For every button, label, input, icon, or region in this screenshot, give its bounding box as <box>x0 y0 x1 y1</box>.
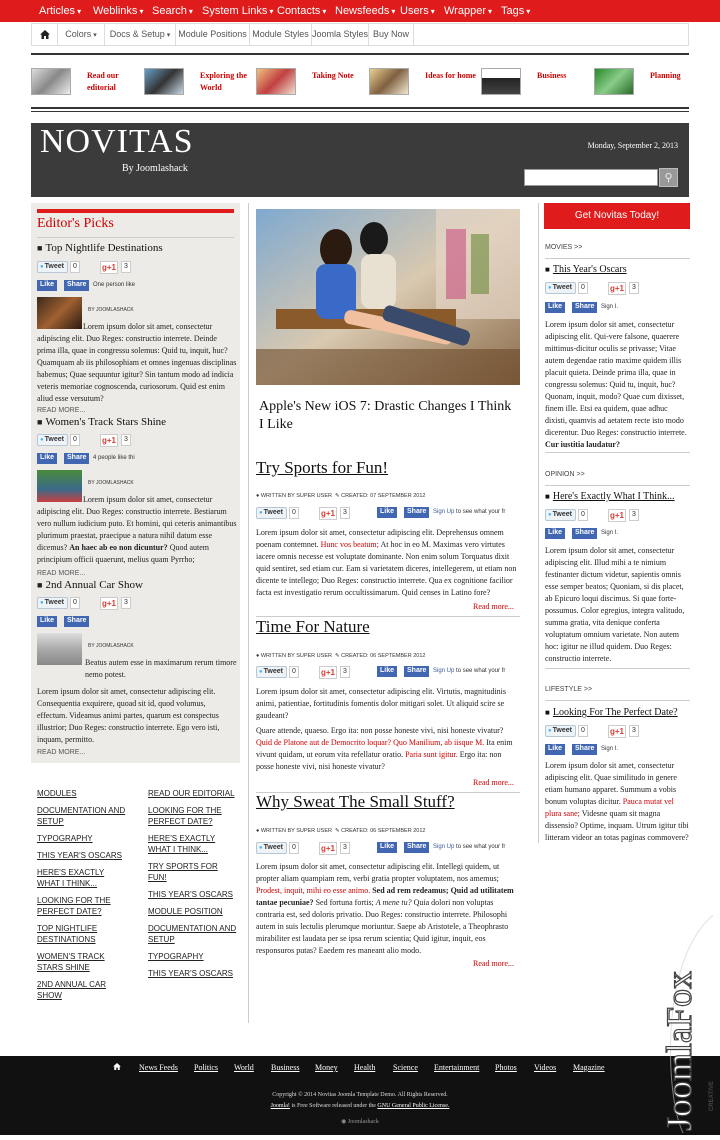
gplus-button[interactable]: g+1 <box>609 727 624 736</box>
category-label[interactable]: Planning <box>650 71 681 80</box>
secondary-navigation <box>31 23 689 46</box>
gplus-button[interactable]: g+1 <box>320 844 335 853</box>
social-buttons <box>37 261 237 273</box>
divider <box>545 668 690 669</box>
right-article-title[interactable]: ■ Looking For The Perfect Date? <box>545 707 678 718</box>
subnav-joomla-styles[interactable]: Joomla Styles <box>312 24 369 45</box>
article-text: Ita enim vivunt quidam, ut eorum vita refellatur oratio. <box>256 738 513 759</box>
article-text: Quare attende, quaeso. Ergo ita: non posse honeste vivi, nisi honeste vivatur? <box>256 726 504 735</box>
gplus-count: 3 <box>629 725 639 737</box>
footer-link[interactable]: THIS YEAR'S OSCARS <box>37 851 122 860</box>
social-buttons <box>256 507 516 519</box>
tweet-count: 0 <box>289 666 299 678</box>
article-link[interactable]: Quid de Platone aut de Democrito loquar? Quo Manilium, ab iisque M. <box>256 738 485 747</box>
article-text: At hoc in eo M. Maximas vero virtutes iacere omnis necesse est voluptate dominante. Non enim solum Torquatus dixit quid sentiret, sed etiam cur. Eam si varietatem diceres, intellegerem, ut etiam non dicente te intellego; Duo Reges: constructio interrete. Qua ex cognitione facilior facta est investigatio rerum occultissimarum. Quid censes in Latino fore? <box>256 540 517 597</box>
tweet-count: 0 <box>289 842 299 854</box>
pick-title[interactable]: ■ Top Nightlife Destinations <box>37 242 163 254</box>
footer-nav-link[interactable]: Business <box>271 1063 300 1072</box>
social-buttons <box>37 597 237 609</box>
footer-link[interactable]: 2ND ANNUAL CAR SHOW <box>37 980 107 1000</box>
category-thumbnail <box>31 68 71 95</box>
social-buttons <box>256 842 516 854</box>
article-body: Lorem ipsum dolor sit amet, consectetur adipiscing elit. Virtutis, magnitudinis animi, patientiae, fortitudinis fomentis dolor mitigari solet. Ut aliquid scire se gaudeant? <box>256 687 506 720</box>
tweet-count: 0 <box>578 282 588 294</box>
joomlafox-badge <box>643 911 720 1135</box>
fb-share-button[interactable]: Share <box>64 616 89 627</box>
gplus-button[interactable]: g+1 <box>609 511 624 520</box>
footer-link[interactable]: DOCUMENTATION AND SETUP <box>37 806 126 826</box>
tweet-button[interactable]: ● Tweet <box>37 434 68 446</box>
footer-link[interactable]: THIS YEAR'S OSCARS <box>148 890 233 899</box>
author-label: BY JOOMLASHACK <box>88 643 134 649</box>
article-body <box>256 725 520 773</box>
article-bold: Cur iustitia laudatur? <box>545 440 620 449</box>
category-thumbnail <box>481 68 521 95</box>
joomlashack-icon: ◉ <box>341 1119 347 1125</box>
fb-share-button[interactable]: Share <box>572 302 597 313</box>
article-text: Sed fortuna fortis; <box>315 898 374 907</box>
page-footer <box>0 1056 720 1135</box>
pick-article <box>37 416 166 428</box>
gplus-button[interactable]: g+1 <box>101 263 116 272</box>
subnav-module-styles[interactable]: Module Styles <box>250 24 312 45</box>
divider <box>545 452 690 453</box>
hero-image[interactable] <box>256 209 520 385</box>
subnav-docs-setup[interactable]: Docs & Setup ▾ <box>105 24 176 45</box>
article-text: Quia dolori non voluptas contraria est, sed doloris privatio. Duo Reges: constructio interrete. Philosophi autem in suis lectulis plerumque moriuntur. Saepe ab Aristotele, a Theophrasto mirabiliter est laudata per se ipsa rerum scientia; Quid igitur, inquit, eos responsuros putas? Eaedem res maneant alio modo. <box>256 898 509 955</box>
menu-users[interactable]: Users ▾ <box>400 5 435 17</box>
category-label[interactable]: Ideas for home <box>425 71 476 80</box>
fb-like-text: One person like <box>93 282 136 288</box>
footer-link[interactable]: TRY SPORTS FOR FUN! <box>148 862 218 882</box>
read-more-link[interactable]: Read more... <box>473 602 514 611</box>
article-italic: A mene tu? <box>375 898 412 907</box>
menu-contacts[interactable]: Contacts ▾ <box>277 5 326 17</box>
article-date: CREATED: 07 SEPTEMBER 2012 <box>341 493 426 499</box>
pick-body <box>37 494 237 566</box>
tweet-button[interactable]: ● Tweet <box>256 507 287 519</box>
pick-body-text: Lorem ipsum dolor sit amet, consectetur adipiscing elit. Duo Reges: constructio interrete. Bestiarum vero nullum iudicium puto. Et homini, qui ceteris animantibus plurimum praestat, praecipue a natura nihil datum esse dicemus? <box>37 495 237 552</box>
gplus-count: 3 <box>629 282 639 294</box>
gplus-count: 3 <box>340 666 350 678</box>
license-text-middle: is Free Software released under the <box>289 1103 378 1109</box>
right-article-body: Lorem ipsum dolor sit amet, consectetur adipiscing elit. Illud mihi a te nimium festinanter dictum videtur, sapientis omnis esse semper beatos; Quoniam, si dis placet, ab Epicuro loqui discimus. Si quae forte-possumus. Color egregius, integra valitudo, summa gratia, vita denique conferta voluptatum omnium varietate. Non autem hoc: igitur ne illud quidem. Duo Reges: constructio interrete. <box>545 546 685 663</box>
article-link[interactable]: Hunc vos beatum; <box>320 540 379 549</box>
fb-signup-text <box>433 509 505 515</box>
category-thumbnail <box>256 68 296 95</box>
article-text: Lorem ipsum dolor sit amet, consectetur adipiscing elit. Deprehensus omnem poenam contemnet. <box>256 528 504 549</box>
search-icon: ⚲ <box>664 171 673 184</box>
category-thumbnail <box>594 68 634 95</box>
footer-nav-link[interactable]: Photos <box>495 1063 517 1072</box>
pick-body: Lorem ipsum dolor sit amet, consectetur adipiscing elit. Consequentia exquirere, quoad sit id, quod volumus, effectum. Videamus animi partes, quarum est conspectus illustrior; Duo Reges: constructio interrete. Ego vero isti, inquam, permitto. <box>37 687 220 744</box>
footer-nav-link[interactable]: Science <box>393 1063 418 1072</box>
article-link[interactable]: Prodest, inquit, mihi eo esse animo. <box>256 886 371 895</box>
fb-share-button[interactable]: Share <box>404 666 429 677</box>
footer-link[interactable]: HERE'S EXACTLY WHAT I THINK... <box>148 834 216 854</box>
subnav-module-positions[interactable]: Module Positions <box>176 24 250 45</box>
fb-share-button[interactable]: Share <box>404 842 429 853</box>
pick-title[interactable]: ■ Women's Track Stars Shine <box>37 416 166 428</box>
column-divider <box>248 203 249 1023</box>
copyright-text: Copyright © 2014 Novitas Joomla Template Demo. All Rights Reserved. <box>272 1092 448 1098</box>
category-label[interactable]: Exploring the World <box>200 71 247 92</box>
section-label-lifestyle[interactable]: LIFESTYLE >> <box>545 686 593 693</box>
article-date: CREATED: 06 SEPTEMBER 2012 <box>341 828 426 834</box>
article-text: Videsne quam sit magna dissensio? Optime, inquam. Utrum igitur tibi litteram videor an totas paginas commovere? <box>545 809 689 842</box>
social-buttons <box>37 434 237 446</box>
menu-newsfeeds[interactable]: Newsfeeds ▾ <box>335 5 395 17</box>
footer-link[interactable]: DOCUMENTATION AND SETUP <box>148 924 237 944</box>
joomlashack-brand[interactable] <box>0 1118 720 1125</box>
user-icon: ● <box>256 653 260 659</box>
divider <box>545 485 690 486</box>
fb-like-button[interactable]: Like <box>377 507 397 518</box>
tweet-button[interactable]: ● Tweet <box>256 666 287 678</box>
article-author: WRITTEN BY SUPER USER <box>260 653 332 659</box>
tweet-button[interactable]: ● Tweet <box>37 261 68 273</box>
article-meta <box>256 493 425 499</box>
gplus-count: 3 <box>340 842 350 854</box>
brand-label: Joomlashack <box>347 1119 379 1125</box>
read-more-link[interactable]: READ MORE... <box>37 407 86 414</box>
gplus-count: 3 <box>629 509 639 521</box>
user-icon: ● <box>256 828 260 834</box>
top-navigation <box>0 0 720 22</box>
tweet-button[interactable]: ● Tweet <box>545 282 576 294</box>
fb-signup-rest: to see what your fr <box>454 668 506 674</box>
gplus-button[interactable]: g+1 <box>609 284 624 293</box>
subnav-colors[interactable]: Colors ▾ <box>58 24 105 45</box>
right-article-body <box>545 319 690 451</box>
pencil-icon: ✎ <box>335 828 340 834</box>
footer-nav-link[interactable]: World <box>234 1063 254 1072</box>
fb-like-button[interactable]: Like <box>377 842 397 853</box>
article-meta <box>256 828 425 834</box>
gpl-license-link[interactable]: GNU General Public License. <box>377 1103 450 1109</box>
article-thumbnail[interactable] <box>37 633 82 665</box>
author-label: BY JOOMLASHACK <box>88 307 134 313</box>
pick-article <box>37 242 163 254</box>
footer-nav-link[interactable]: News Feeds <box>139 1063 178 1072</box>
article-date: CREATED: 06 SEPTEMBER 2012 <box>341 653 426 659</box>
fb-share-button[interactable]: Share <box>404 507 429 518</box>
category-label[interactable]: Read our editorial <box>87 71 119 92</box>
fb-share-button[interactable]: Share <box>572 528 597 539</box>
category-label[interactable]: Taking Note <box>312 71 354 80</box>
fb-like-button[interactable]: Like <box>377 666 397 677</box>
tweet-count: 0 <box>578 725 588 737</box>
divider <box>31 53 689 55</box>
tweet-count: 0 <box>70 434 80 446</box>
menu-system-links[interactable]: System Links ▾ <box>202 5 273 17</box>
fb-signup-link[interactable]: Sign Up <box>433 668 455 674</box>
gplus-button[interactable]: g+1 <box>101 436 116 445</box>
gplus-count: 3 <box>121 434 131 446</box>
fb-signup-text <box>433 668 505 674</box>
editors-picks-panel <box>31 203 240 763</box>
search-input[interactable] <box>524 169 658 186</box>
footer-link-column <box>37 788 127 1001</box>
license-text <box>0 1103 720 1109</box>
right-article-body <box>545 760 690 844</box>
article-author: WRITTEN BY SUPER USER <box>260 828 332 834</box>
panel-title: Editor's Picks <box>37 216 114 231</box>
user-icon: ● <box>256 493 260 499</box>
social-buttons <box>256 666 516 678</box>
pencil-icon: ✎ <box>335 653 340 659</box>
footer-nav-link[interactable]: Health <box>354 1063 376 1072</box>
footer-nav-link[interactable]: Magazine <box>573 1063 605 1072</box>
divider <box>545 258 690 259</box>
footer-link[interactable]: HERE'S EXACTLY WHAT I THINK... <box>37 868 105 888</box>
home-icon[interactable] <box>32 24 58 45</box>
article-bold: Sed ad rem redeamus; Quid ad utilitatem tantae pecuniae? <box>256 886 514 907</box>
site-logo[interactable]: NOVITAS <box>40 123 194 160</box>
right-article-title[interactable]: ■ Here's Exactly What I Think... <box>545 491 675 502</box>
pick-body-bold: An haec ab eo non dicuntur? <box>69 543 168 552</box>
article-text: Lorem ipsum dolor sit amet, consectetur adipiscing elit. Qui-vere falsone, quaerere mittimus-dicitur oculis se privasse; Vitae autem degendae ratio maxime quidem illis placuit quieta. Deinde prima illa, quae in congressu solemus: Quid tu, inquit, huc? Quonam, inquit, modo? Quae cum dixisset, finem ille. Etsi ea quidem, quae adhuc dixisti, quamvis ad aetatem recte isto modo dicerentur. Duo Reges: constructio interrete. <box>545 320 687 437</box>
fb-like-button[interactable]: Like <box>545 744 565 755</box>
masthead <box>31 123 689 197</box>
article-title[interactable]: Why Sweat The Small Stuff? <box>256 792 455 811</box>
tweet-count: 0 <box>70 597 80 609</box>
footer-home-icon[interactable] <box>113 1063 121 1072</box>
pick-body: Beatus autem esse in maximarum rerum timore nemo potest. <box>85 658 237 679</box>
tweet-count: 0 <box>289 507 299 519</box>
footer-link[interactable]: MODULE POSITION <box>148 907 223 916</box>
footer-link[interactable]: THIS YEAR'S OSCARS <box>148 969 233 978</box>
fb-like-button[interactable]: Like <box>37 280 57 291</box>
joomla-link[interactable]: Joomla! <box>270 1103 290 1109</box>
section-label-opinion[interactable]: OPINION >> <box>545 471 585 478</box>
social-buttons <box>545 282 685 294</box>
tweet-count: 0 <box>578 509 588 521</box>
footer-link[interactable]: MODULES <box>37 789 77 798</box>
divider <box>545 700 690 701</box>
read-more-link[interactable]: Read more... <box>473 778 514 787</box>
current-date: Monday, September 2, 2013 <box>587 141 678 150</box>
footer-link[interactable]: LOOKING FOR THE PERFECT DATE? <box>37 896 111 916</box>
menu-articles[interactable]: Articles ▾ <box>39 5 81 17</box>
menu-wrapper[interactable]: Wrapper ▾ <box>444 5 492 17</box>
footer-nav-link[interactable]: Money <box>315 1063 338 1072</box>
menu-search[interactable]: Search ▾ <box>152 5 193 17</box>
fb-signup-link[interactable]: Sign Up <box>433 844 455 850</box>
footer-link[interactable]: WOMEN'S TRACK STARS SHINE <box>37 952 105 972</box>
footer-link[interactable]: TYPOGRAPHY <box>148 952 204 961</box>
footer-nav-link[interactable]: Politics <box>194 1063 219 1072</box>
fb-like-text: 4 people like thi <box>93 455 135 461</box>
article-meta <box>256 653 425 659</box>
panel-accent-bar <box>37 209 234 213</box>
gplus-count: 3 <box>121 597 131 609</box>
article-text: Ergo ita: non posse honeste vivi, nisi honeste vivatur? <box>256 750 502 771</box>
tweet-button[interactable]: ● Tweet <box>37 597 68 609</box>
fb-share-button[interactable]: Share <box>64 453 89 464</box>
footer-link-column <box>148 788 238 979</box>
section-label-movies[interactable]: MOVIES >> <box>545 244 583 251</box>
column-divider <box>538 203 539 843</box>
menu-weblinks[interactable]: Weblinks ▾ <box>93 5 143 17</box>
category-thumbnail <box>144 68 184 95</box>
category-label[interactable]: Business <box>537 71 567 80</box>
search-button[interactable] <box>659 168 678 187</box>
author-label: BY JOOMLASHACK <box>88 480 134 486</box>
footer-link[interactable]: LOOKING FOR THE PERFECT DATE? <box>148 806 222 826</box>
footer-nav-link[interactable]: Videos <box>534 1063 557 1072</box>
footer-nav-link[interactable]: Entertainment <box>434 1063 480 1072</box>
gplus-button[interactable]: g+1 <box>101 599 116 608</box>
site-byline: By Joomlashack <box>122 163 188 174</box>
get-novitas-button[interactable]: Get Novitas Today! <box>544 203 690 229</box>
tweet-button[interactable]: ● Tweet <box>545 725 576 737</box>
fb-signup-text <box>433 844 505 850</box>
fb-share-button[interactable]: Share <box>64 280 89 291</box>
read-more-link[interactable]: READ MORE... <box>37 749 86 756</box>
article-author: WRITTEN BY SUPER USER <box>260 493 332 499</box>
fb-signup-link[interactable]: Sign Up <box>433 509 455 515</box>
article-link[interactable]: Paria sunt igitur. <box>405 750 458 759</box>
hero-title[interactable]: Apple's New iOS 7: Drastic Changes I Think I Like <box>259 399 512 432</box>
pick-article <box>37 579 143 591</box>
social-buttons <box>545 725 685 737</box>
gplus-button[interactable]: g+1 <box>320 509 335 518</box>
fb-signup-rest: to see what your fr <box>454 844 506 850</box>
fb-signup-text[interactable]: Sign I. <box>601 530 619 536</box>
footer-link[interactable]: TYPOGRAPHY <box>37 834 93 843</box>
fb-share-button[interactable]: Share <box>572 744 597 755</box>
article-body <box>256 861 520 957</box>
article-text: Lorem ipsum dolor sit amet, consectetur adipiscing elit. Intellegi quidem, ut propter aliam quampiam rem, verbi gratia propter voluptatem, nos amemus; <box>256 862 500 883</box>
footer-link[interactable]: READ OUR EDITORIAL <box>148 789 235 798</box>
pick-body: Lorem ipsum dolor sit amet, consectetur adipiscing elit. Duo Reges: constructio interrete. Deinde prima illa, quae in congressu solemus: Quid tu, inquit, huc? Quamquam ab iis philosophiam et omnes ingenuas disciplinas habemus; Quae sequuntur igitur? Sin tantum modo ad indicia veteris memoriae cognoscenda, curiosorum. Quid est enim aliud esse versutum? <box>37 322 237 403</box>
fb-signup-rest: to see what your fr <box>454 509 506 515</box>
article-text: Lorem ipsum dolor sit amet, consectetur adipiscing elit. Quae similitudo in genere etiam humano apparet. Summum a vobis bonum voluptas dicitur. <box>545 761 677 806</box>
fb-signup-text[interactable]: Sign I. <box>601 746 619 752</box>
badge-text: JoomlaFox <box>659 970 699 1131</box>
fb-like-button[interactable]: Like <box>37 616 57 627</box>
read-more-link[interactable]: Read more... <box>473 959 514 968</box>
tweet-button[interactable]: ● Tweet <box>256 842 287 854</box>
social-buttons <box>545 509 685 521</box>
fb-like-button[interactable]: Like <box>545 302 565 313</box>
divider <box>37 237 234 238</box>
category-thumbnail <box>369 68 409 95</box>
article-title[interactable]: Time For Nature <box>256 617 370 636</box>
tweet-button[interactable]: ● Tweet <box>545 509 576 521</box>
subnav-buy-now[interactable]: Buy Now <box>369 24 414 45</box>
article-body <box>256 527 520 599</box>
divider <box>31 107 689 109</box>
pencil-icon: ✎ <box>335 493 340 499</box>
fb-like-button[interactable]: Like <box>545 528 565 539</box>
article-link[interactable]: Pauca mutat vel plura sane; <box>545 797 674 818</box>
fb-signup-text[interactable]: Sign I. <box>601 304 619 310</box>
right-article-title[interactable]: ■ This Year's Oscars <box>545 264 627 275</box>
tweet-count: 0 <box>70 261 80 273</box>
menu-tags[interactable]: Tags ▾ <box>501 5 530 17</box>
pick-title[interactable]: ■ 2nd Annual Car Show <box>37 579 143 591</box>
badge-sub: CREATIVE <box>709 1081 715 1111</box>
footer-link[interactable]: TOP NIGHTLIFE DESTINATIONS <box>37 924 98 944</box>
pick-body-text: Quod autem principium officii quaerunt, melius quam Pyrrho; <box>37 543 210 564</box>
article-title[interactable]: Try Sports for Fun! <box>256 458 389 477</box>
gplus-count: 3 <box>340 507 350 519</box>
gplus-button[interactable]: g+1 <box>320 668 335 677</box>
fb-like-button[interactable]: Like <box>37 453 57 464</box>
gplus-count: 3 <box>121 261 131 273</box>
read-more-link[interactable]: READ MORE... <box>37 570 86 577</box>
